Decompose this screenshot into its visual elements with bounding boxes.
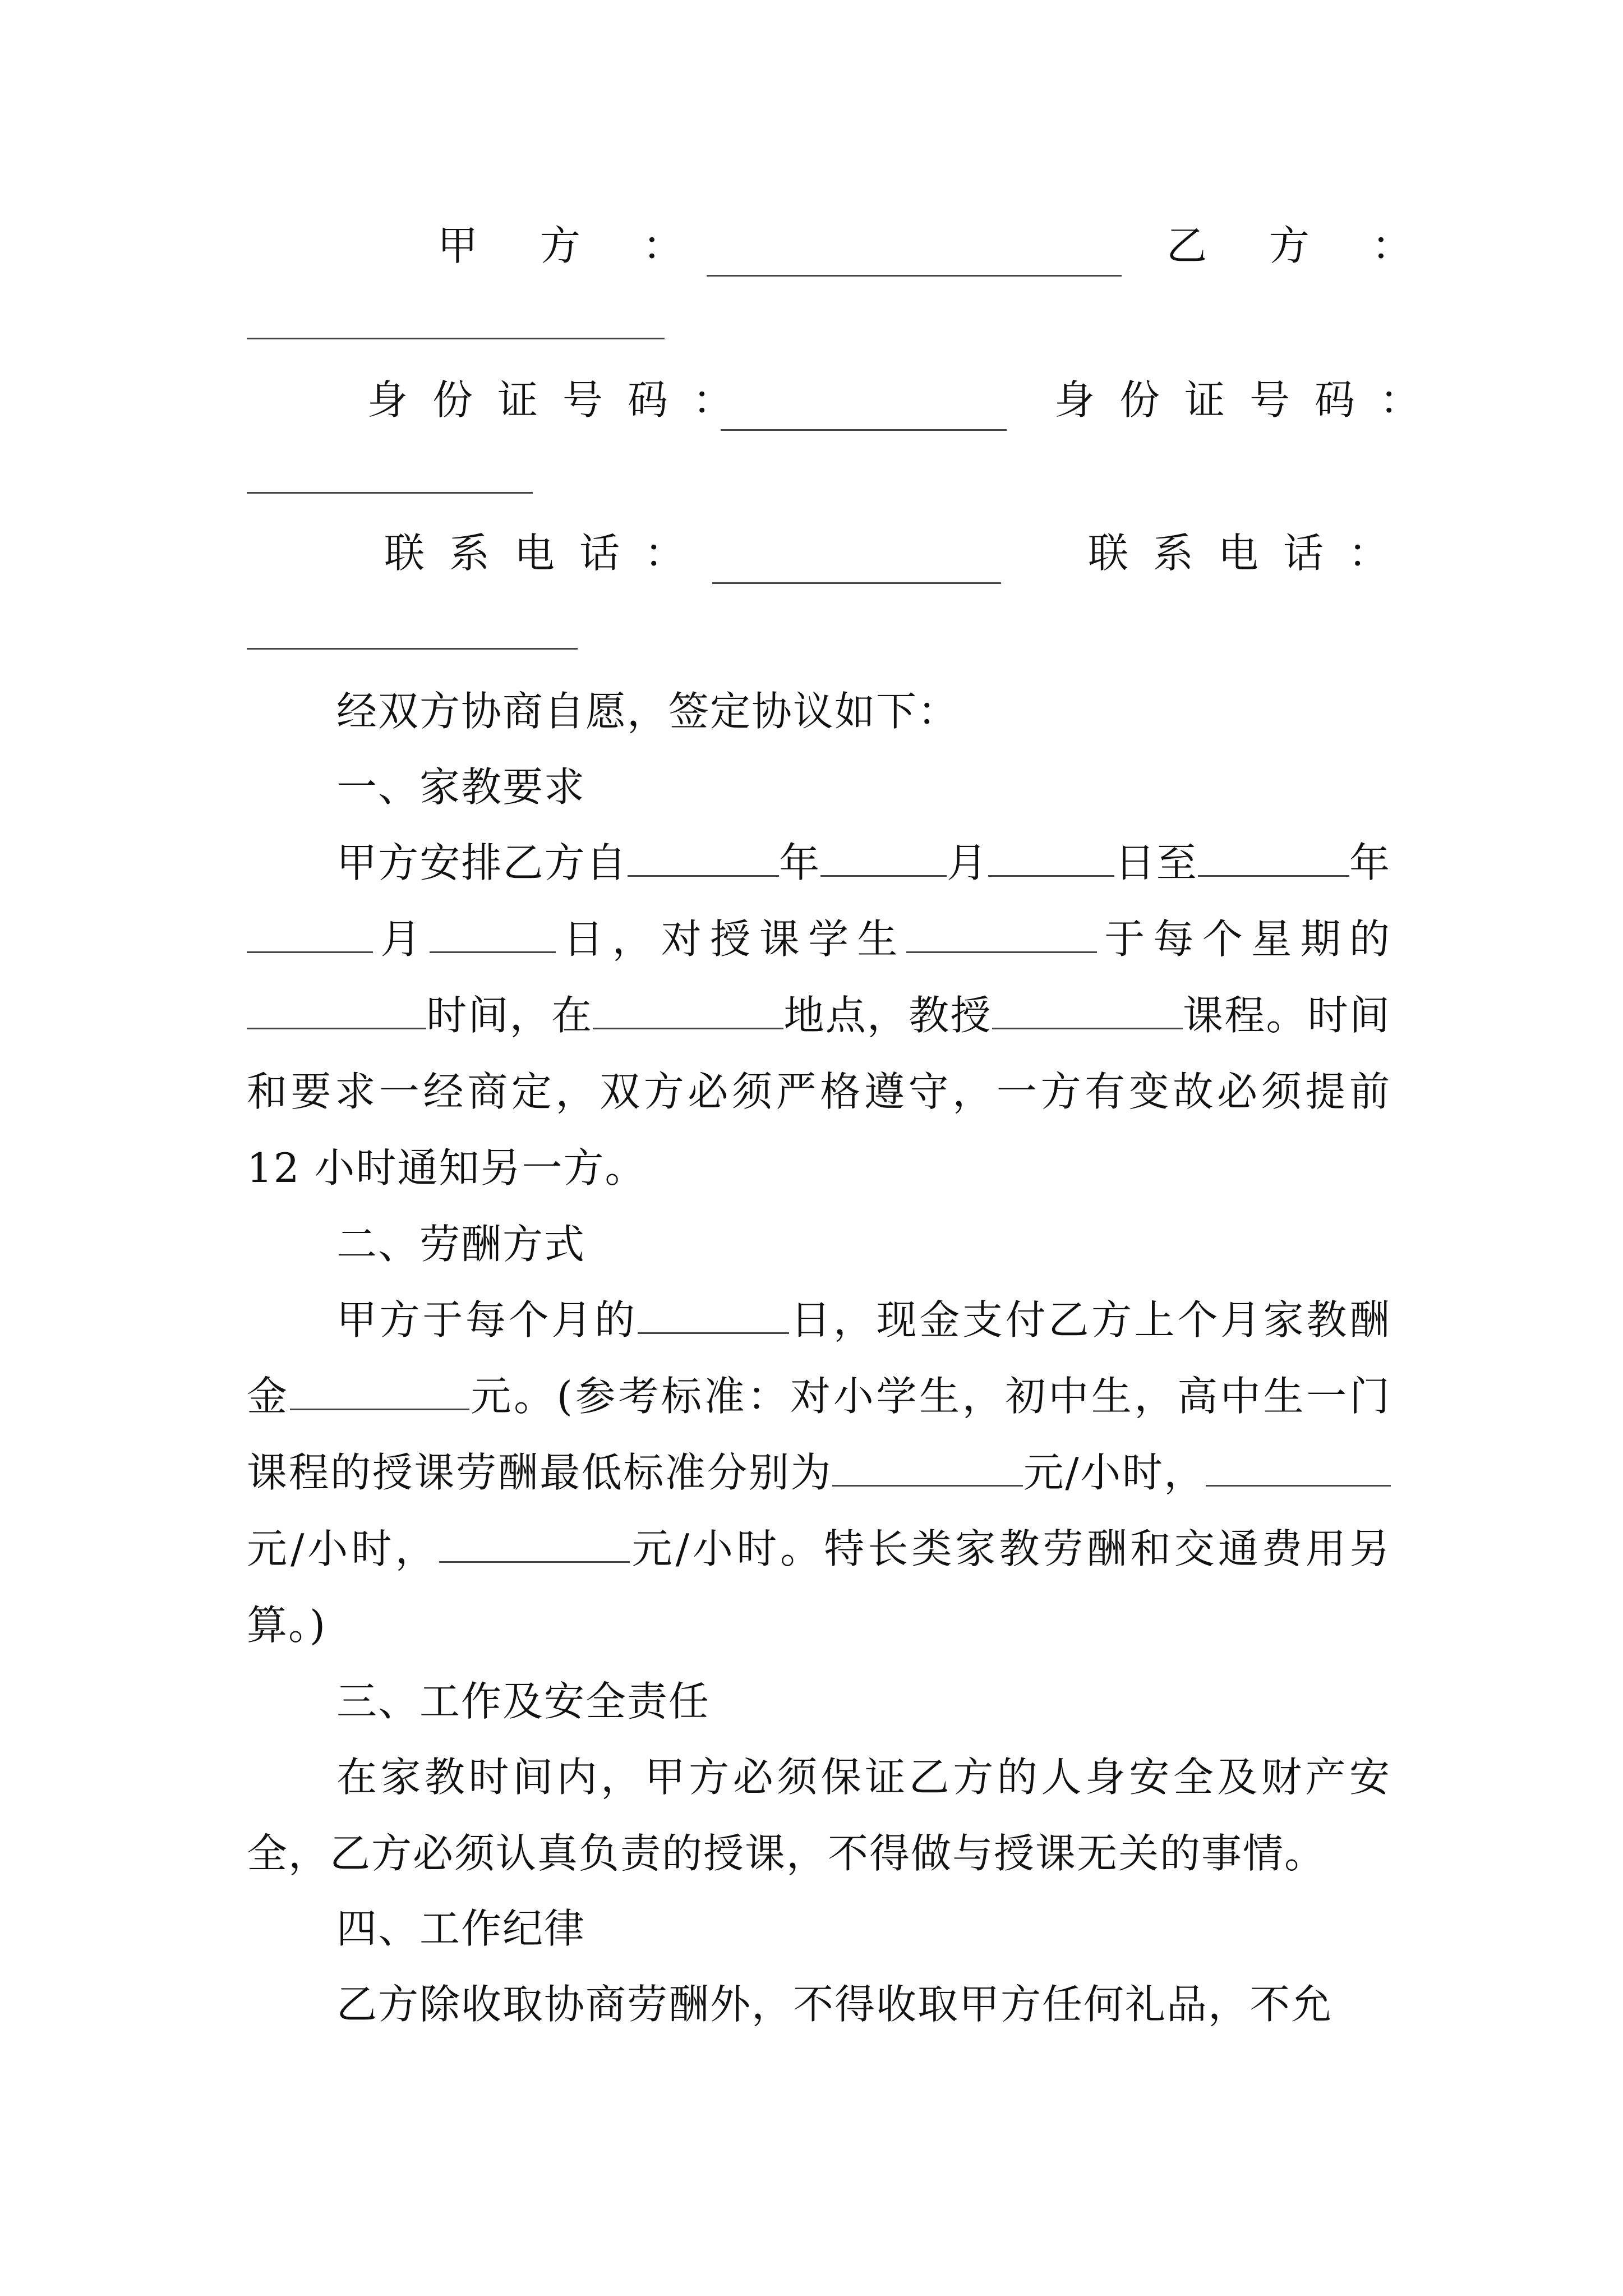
party-a-label: 甲 方 ： — [437, 222, 708, 269]
id-row — [247, 362, 1445, 438]
section1-body: 甲方安排乙方自 年 月 日至 年月 日，对授课学生 于每个星期的时间，在 地点，教授 课程。时间和要求一经商定，双方必须严格遵守，一方有变故必须提前 12 小时通知另一方。 — [247, 839, 1391, 1191]
party-a-field[interactable] — [707, 224, 1122, 301]
phone-b-label: 联系电话： — [1088, 530, 1414, 577]
id-a-label: 身份证号码： — [367, 376, 758, 424]
end-year-field[interactable] — [1198, 840, 1349, 877]
course-field[interactable] — [992, 993, 1183, 1029]
location-field[interactable] — [593, 993, 783, 1029]
pay-day-field[interactable] — [638, 1297, 789, 1334]
phone-a-field[interactable] — [712, 532, 1001, 608]
phone-row — [247, 515, 1414, 591]
senior-rate-field[interactable] — [439, 1526, 630, 1563]
id-a-field[interactable] — [721, 379, 1007, 455]
time-field[interactable] — [247, 993, 426, 1029]
primary-rate-field[interactable] — [832, 1450, 1023, 1487]
pay-amount-field[interactable] — [290, 1374, 469, 1410]
intro-text: 经双方协商自愿，签定协议如下： — [336, 688, 960, 735]
junior-rate-field[interactable] — [1206, 1450, 1391, 1487]
section3-heading: 三、工作及安全责任 — [336, 1678, 711, 1725]
phone-b-field[interactable] — [247, 648, 578, 650]
start-year-field[interactable] — [628, 840, 779, 877]
id-b-label: 身份证号码： — [1054, 376, 1445, 424]
section1-heading: 一、家教要求 — [336, 763, 586, 811]
section4-heading: 四、工作纪律 — [336, 1905, 586, 1952]
party-b-field[interactable] — [247, 338, 665, 339]
id-b-field[interactable] — [247, 492, 533, 494]
phone-a-label: 联系电话： — [384, 530, 710, 577]
party-b-label: 乙 方 ： — [1166, 222, 1437, 269]
end-month-field[interactable] — [247, 917, 373, 953]
student-field[interactable] — [906, 917, 1097, 953]
start-month-field[interactable] — [820, 840, 947, 877]
section3-body: 在家教时间内，甲方必须保证乙方的人身安全及财产安全，乙方必须认真负责的授课，不得做与授课无关的事情。 — [247, 1754, 1391, 1877]
section2-heading: 二、劳酬方式 — [336, 1221, 586, 1268]
section4-body: 乙方除收取协商劳酬外，不得收取甲方任何礼品，不允 — [336, 1981, 1333, 2028]
party-row — [247, 208, 1437, 284]
start-day-field[interactable] — [988, 840, 1114, 877]
end-day-field[interactable] — [430, 917, 556, 953]
section2-body: 甲方于每个月的 日，现金支付乙方上个月家教酬金 元。(参考标准：对小学生，初中生，高中生一门课程的授课劳酬最低标准分别为 元/小时，元/小时， 元/小时。特长类家教劳酬和交通费用另算。) — [247, 1296, 1391, 1649]
